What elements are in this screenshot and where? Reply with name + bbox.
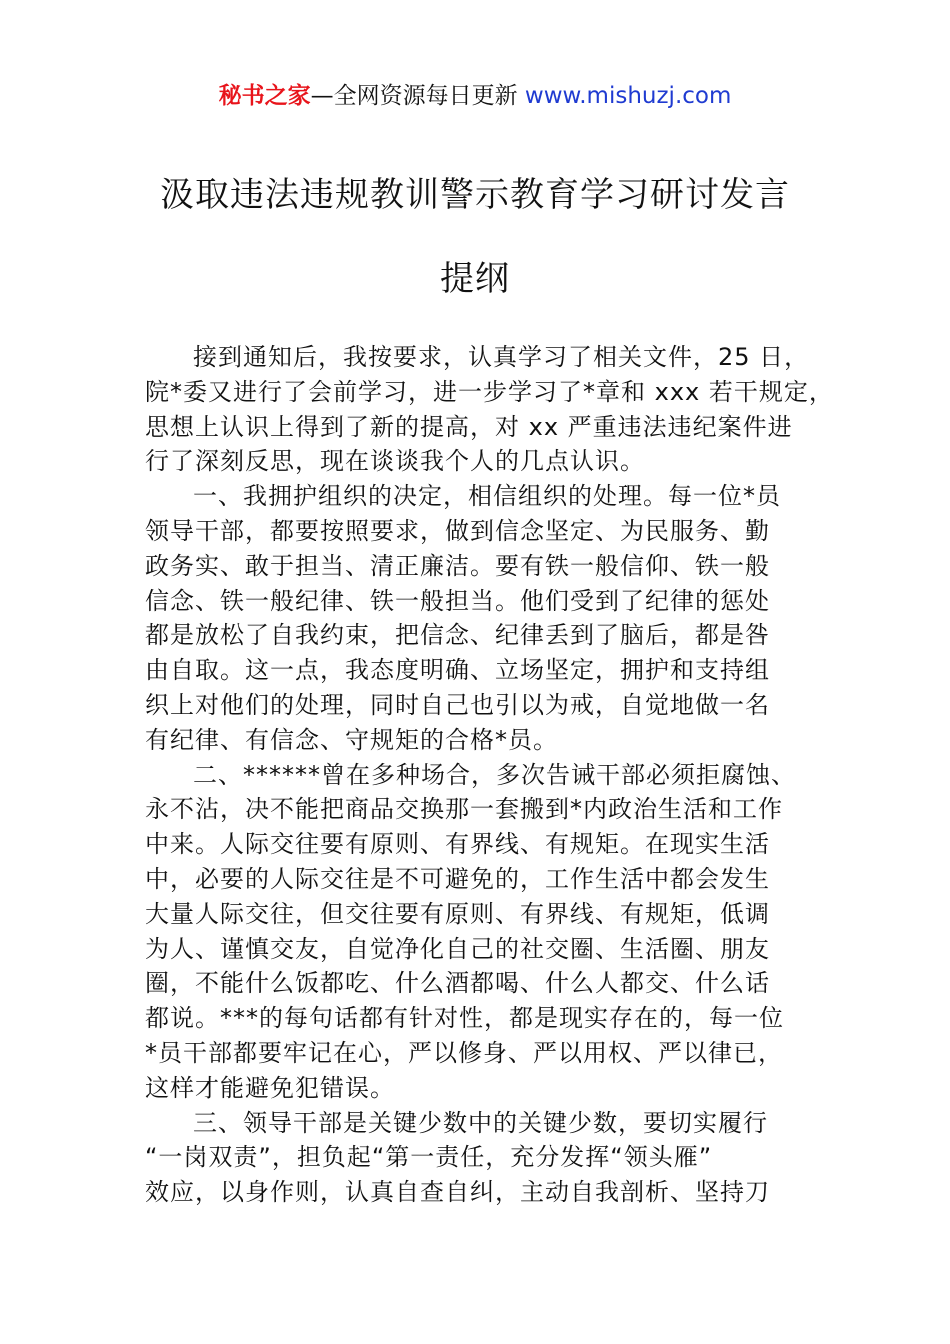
paragraph-line: 院*委又进行了会前学习，进一步学习了*章和 xxx 若干规定， xyxy=(145,377,834,406)
paragraph-line: 领导干部，都要按照要求，做到信念坚定、为民服务、勤 xyxy=(145,516,770,545)
paragraph-line: “一岗双责”，担负起“第一责任，充分发挥“领头雁” xyxy=(145,1143,713,1172)
paragraph-line: 中来。人际交往要有原则、有界线、有规矩。在现实生活 xyxy=(145,830,770,859)
paragraph-point-1 xyxy=(145,479,815,757)
site-header xyxy=(0,80,950,112)
site-slogan: —全网资源每日更新 xyxy=(310,83,525,109)
paragraph-line: 都是放松了自我约束，把信念、纪律丢到了脑后，都是咎 xyxy=(145,621,770,650)
document-title xyxy=(0,170,950,338)
paragraph-line: 由自取。这一点，我态度明确、立场坚定，拥护和支持组 xyxy=(145,656,770,685)
site-brand: 秘书之家 xyxy=(218,83,311,109)
paragraph-line: 思想上认识上得到了新的提高，对 xx 严重违法违纪案件进 xyxy=(145,412,793,441)
paragraph-line: 都说。***的每句话都有针对性，都是现实存在的，每一位 xyxy=(145,1004,784,1033)
title-line: 汲取违法违规教训警示教育学习研讨发言 xyxy=(160,175,790,215)
paragraph-line: *员干部都要牢记在心，严以修身、严以用权、严以律已， xyxy=(145,1038,783,1067)
paragraph-line: 效应，以身作则，认真自查自纠，主动自我剖析、坚持刀 xyxy=(145,1178,770,1207)
site-url-link[interactable]: www.mishuzj.com xyxy=(524,83,732,109)
paragraph-point-2 xyxy=(145,758,815,1106)
title-line: 提纲 xyxy=(440,259,510,299)
paragraph-line: 二、******曾在多种场合，多次告诫干部必须拒腐蚀、 xyxy=(193,760,796,789)
paragraph-line: 有纪律、有信念、守规矩的合格*员。 xyxy=(145,725,558,754)
paragraph-line: 信念、铁一般纪律、铁一般担当。他们受到了纪律的惩处 xyxy=(145,586,770,615)
paragraph-line: 中，必要的人际交往是不可避免的，工作生活中都会发生 xyxy=(145,864,770,893)
paragraph-line: 永不沾，决不能把商品交换那一套搬到*内政治生活和工作 xyxy=(145,795,783,824)
paragraph-line: 三、领导干部是关键少数中的关键少数，要切实履行 xyxy=(193,1108,768,1137)
paragraph-line: 大量人际交往，但交往要有原则、有界线、有规矩，低调 xyxy=(145,899,770,928)
paragraph-line: 织上对他们的处理，同时自己也引以为戒，自觉地做一名 xyxy=(145,690,770,719)
paragraph-line: 接到通知后，我按要求，认真学习了相关文件，25 日， xyxy=(193,343,810,371)
paragraph-line: 这样才能避免犯错误。 xyxy=(145,1073,395,1102)
paragraph-line: 为人、谨慎交友，自觉净化自己的社交圈、生活圈、朋友 xyxy=(145,934,770,963)
paragraph-line: 一、我拥护组织的决定，相信组织的处理。每一位*员 xyxy=(193,482,781,511)
paragraph-line: 行了深刻反思，现在谈谈我个人的几点认识。 xyxy=(145,447,645,476)
document-body xyxy=(145,340,834,1210)
paragraph-line: 政务实、敢于担当、清正廉洁。要有铁一般信仰、铁一般 xyxy=(145,551,770,580)
paragraph-intro xyxy=(145,340,834,479)
paragraph-point-3 xyxy=(145,1106,815,1210)
paragraph-line: 圈，不能什么饭都吃、什么酒都喝、什么人都交、什么话 xyxy=(145,969,770,998)
